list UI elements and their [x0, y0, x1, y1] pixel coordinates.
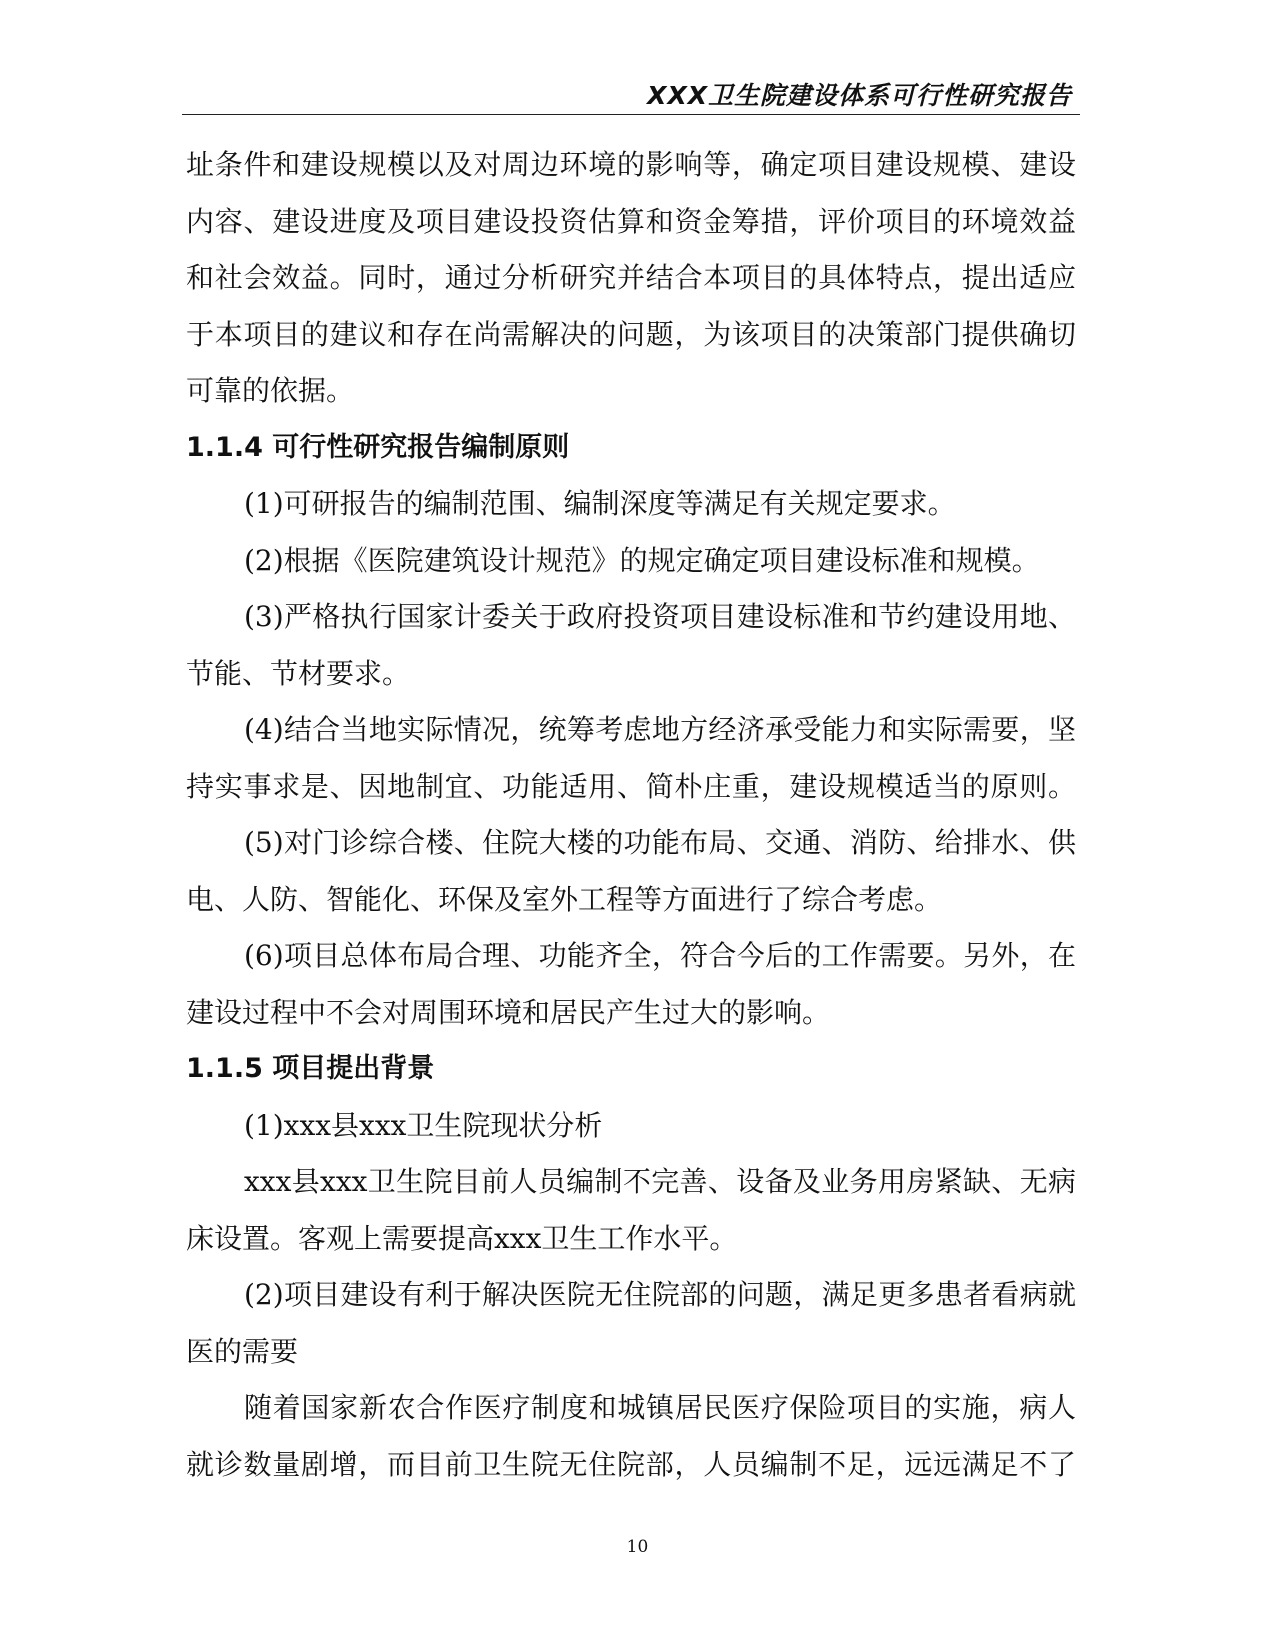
body-line: 内容、建设进度及项目建设投资估算和资金筹措，评价项目的环境效益 — [186, 204, 1076, 238]
body-line: 址条件和建设规模以及对周边环境的影响等，确定项目建设规模、建设 — [186, 148, 1076, 181]
body-line: 于本项目的建议和存在尚需解决的问题，为该项目的决策部门提供确切 — [186, 317, 1076, 351]
body-line: (2)根据《医院建筑设计规范》的规定确定项目建设标准和规模。 — [244, 543, 1040, 577]
body-line: (1)xxx县xxx卫生院现状分析 — [244, 1108, 603, 1142]
body-line: 医的需要 — [186, 1334, 299, 1368]
page-number: 10 — [626, 1537, 649, 1557]
body-line: 随着国家新农合作医疗制度和城镇居民医疗保险项目的实施，病人 — [244, 1391, 1076, 1424]
body-line: (5)对门诊综合楼、住院大楼的功能布局、交通、消防、给排水、供 — [244, 826, 1076, 859]
body-line: (3)严格执行国家计委关于政府投资项目建设标准和节约建设用地、 — [244, 600, 1076, 633]
body-line: 节能、节材要求。 — [186, 656, 411, 690]
body-line: (4)结合当地实际情况，统筹考虑地方经济承受能力和实际需要，坚 — [244, 713, 1076, 746]
section-heading: 1.1.5 项目提出背景 — [186, 1053, 435, 1084]
page-header — [182, 70, 1080, 115]
section-heading: 1.1.4 可行性研究报告编制原则 — [186, 431, 570, 463]
body-line: (6)项目总体布局合理、功能齐全，符合今后的工作需要。另外，在 — [244, 939, 1076, 972]
body-line: 建设过程中不会对周围环境和居民产生过大的影响。 — [186, 995, 831, 1029]
body-line: 床设置。客观上需要提高xxx卫生工作水平。 — [186, 1221, 738, 1255]
page-body — [186, 137, 1076, 1493]
body-line: (1)可研报告的编制范围、编制深度等满足有关规定要求。 — [244, 487, 956, 520]
body-line: (2)项目建设有利于解决医院无住院部的问题，满足更多患者看病就 — [244, 1278, 1076, 1311]
body-line: 电、人防、智能化、环保及室外工程等方面进行了综合考虑。 — [186, 882, 943, 916]
body-line: xxx县xxx卫生院目前人员编制不完善、设备及业务用房紧缺、无病 — [244, 1165, 1076, 1198]
body-line: 就诊数量剧增，而目前卫生院无住院部，人员编制不足，远远满足不了 — [186, 1447, 1076, 1481]
header-title: XXX卫生院建设体系可行性研究报告 — [647, 81, 1072, 110]
body-line: 可靠的依据。 — [186, 374, 355, 407]
body-line: 和社会效益。同时，通过分析研究并结合本项目的具体特点，提出适应 — [186, 261, 1076, 294]
body-line: 持实事求是、因地制宜、功能适用、简朴庄重，建设规模适当的原则。 — [186, 769, 1076, 803]
